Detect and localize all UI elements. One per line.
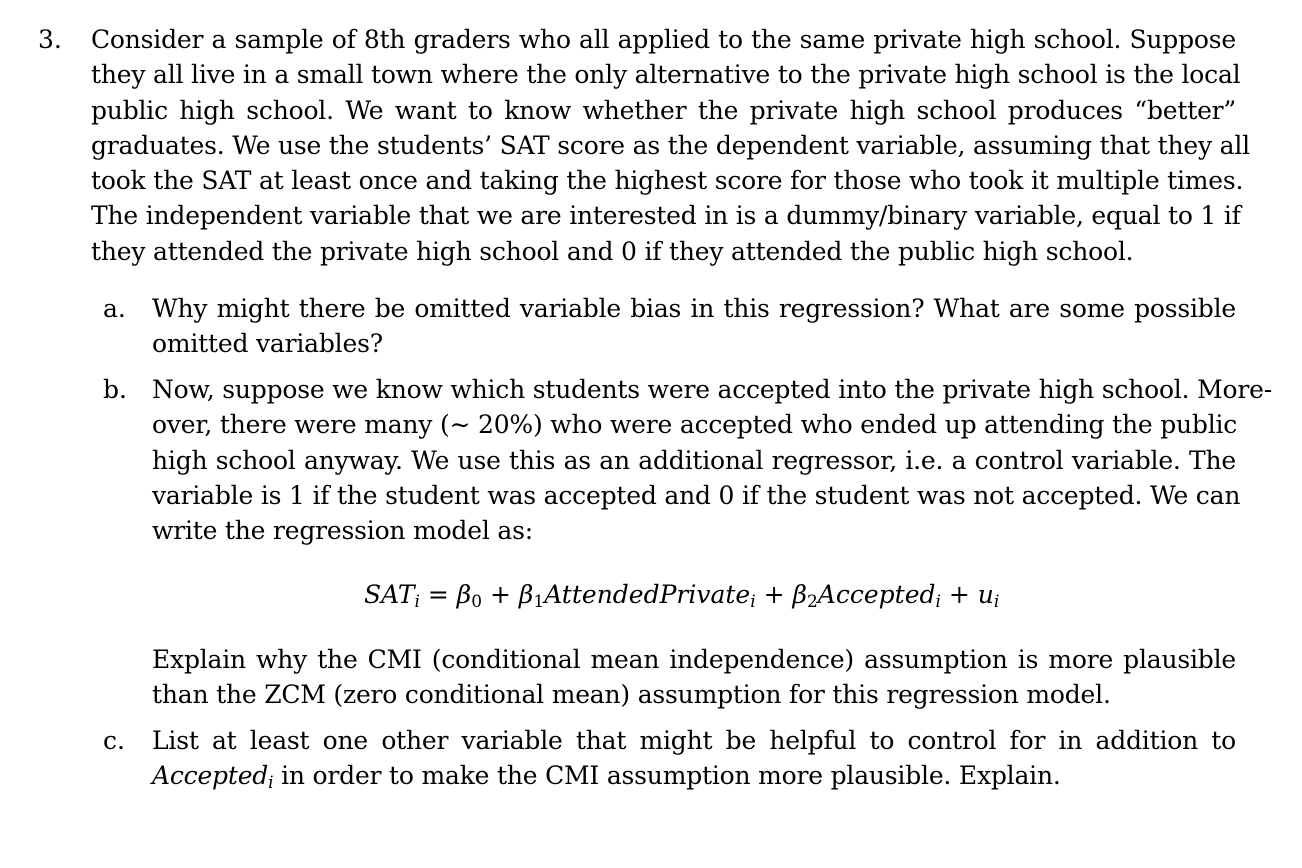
- part-a-text: [152, 291, 1236, 362]
- eq-beta0-sub: 0: [471, 592, 483, 612]
- eq-equals: =: [419, 580, 457, 609]
- question-line: graduates. We use the students’ SAT score as the dependent variable, assuming that they all: [91, 130, 1250, 160]
- part-b-text: [152, 372, 1272, 548]
- part-a-line: omitted variables?: [152, 329, 383, 359]
- question-line: they attended the private high school and 0 if they attended the public high school.: [91, 236, 1134, 266]
- eq-plus: +: [482, 580, 519, 609]
- part-c-line: [152, 758, 1236, 793]
- eq-error-sub: i: [993, 592, 1000, 612]
- part-a-label: a.: [103, 294, 126, 323]
- part-c-text: [152, 723, 1236, 794]
- part-c-label: c.: [103, 726, 125, 755]
- eq-beta2: β: [792, 580, 807, 609]
- part-b-line: variable is 1 if the student was accepted and 0 if the student was not accepted. We can: [152, 480, 1241, 510]
- eq-lhs-sub: i: [414, 592, 420, 612]
- eq-var-accepted: Accepted: [817, 580, 936, 609]
- part-b-followup-line: Explain why the CMI (conditional mean independence) assumption is more plausible: [152, 645, 1236, 674]
- question-line: took the SAT at least once and taking the highest score for those who took it multiple times.: [91, 166, 1244, 196]
- eq-lhs: SAT: [364, 580, 415, 609]
- question-line: The independent variable that we are interested in is a dummy/binary variable, equal to 1 if: [91, 201, 1241, 231]
- part-b-line: write the regression model as:: [152, 516, 533, 546]
- part-b-line: Now, suppose we know which students were accepted into the private high school. More-: [152, 375, 1272, 404]
- question-body: [91, 22, 1250, 269]
- eq-error: u: [977, 580, 994, 609]
- part-b-label: b.: [103, 375, 127, 404]
- eq-beta2-sub: 2: [806, 592, 818, 612]
- eq-beta1: β: [518, 580, 534, 609]
- regression-equation: [364, 577, 999, 612]
- part-c-accepted-var: Accepted: [152, 761, 269, 791]
- question-number: 3.: [38, 25, 62, 54]
- question-line: public high school. We want to know whether the private high school produces “better”: [91, 95, 1236, 125]
- question-line: they all live in a small town where the only alternative to the private high school is the local: [91, 60, 1241, 90]
- eq-beta1-sub: 1: [533, 592, 545, 612]
- part-b-line: high school anyway. We use this as an additional regressor, i.e. a control variable. The: [152, 445, 1236, 475]
- part-c-accepted-sub: i: [268, 773, 274, 794]
- eq-var2-sub: i: [935, 592, 941, 612]
- eq-plus: +: [755, 580, 793, 609]
- part-b-line: over, there were many (∼ 20%) who were accepted who ended up attending the public: [152, 410, 1238, 440]
- part-c-line2-rest: in order to make the CMI assumption more plausible. Explain.: [273, 761, 1061, 791]
- part-b-followup: [152, 642, 1236, 713]
- eq-var-attended-private: AttendedPrivate: [544, 580, 751, 609]
- part-b-followup-line: than the ZCM (zero conditional mean) assumption for this regression model.: [152, 680, 1111, 710]
- part-c-line: List at least one other variable that might be helpful to control for in addition to: [152, 726, 1236, 755]
- eq-plus: +: [940, 580, 978, 609]
- eq-beta0: β: [456, 580, 472, 609]
- eq-var1-sub: i: [750, 592, 756, 612]
- question-line: Consider a sample of 8th graders who all applied to the same private high school. Suppose: [91, 25, 1236, 54]
- part-a-line: Why might there be omitted variable bias in this regression? What are some possible: [152, 294, 1236, 323]
